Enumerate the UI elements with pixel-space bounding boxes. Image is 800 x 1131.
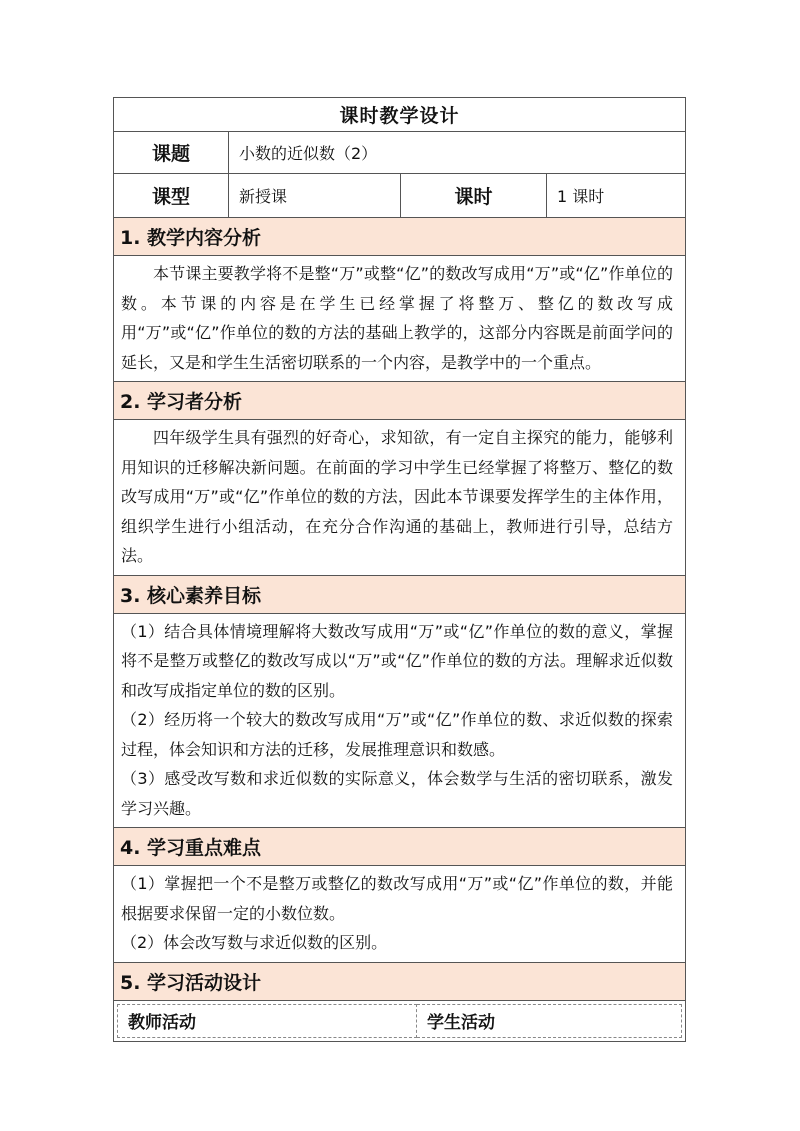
section-heading-core-goals: 3. 核心素养目标: [114, 576, 685, 614]
paragraph: （2）经历将一个较大的数改写成用“万”或“亿”作单位的数、求近似数的探索过程，体会知识和方法的迁移，发展推理意识和数感。: [121, 710, 673, 759]
section-body-core-goals: [114, 614, 685, 829]
document-title: 课时教学设计: [114, 98, 685, 132]
paragraph: 四年级学生具有强烈的好奇心，求知欲，有一定自主探究的能力，能够利用知识的迁移解决新问题。在前面的学习中学生已经掌握了将整万、整亿的数改写成用“万”或“亿”作单位的数的方法，因此本节课要发挥学生的主体作用，组织学生进行小组活动，在充分合作沟通的基础上，教师进行引导，总结方法。: [121, 428, 673, 565]
section-heading-content-analysis: 1. 教学内容分析: [114, 218, 685, 256]
paragraph: （3）感受改写数和求近似数的实际意义，体会数学与生活的密切联系，激发学习兴趣。: [121, 769, 673, 818]
paragraph: （1）掌握把一个不是整万或整亿的数改写成用“万”或“亿”作单位的数，并能根据要求保留一定的小数位数。: [121, 874, 673, 923]
period-value: 1 课时: [557, 187, 605, 206]
section-heading-activity-design: 5. 学习活动设计: [114, 963, 685, 1001]
paragraph: 本节课主要教学将不是整“万”或整“亿”的数改写成用“万”或“亿”作单位的数。本节课的内容是在学生已经掌握了将整万、整亿的数改写成用“万”或“亿”作单位的数的方法的基础上教学的，这部分内容既是前面学问的延长，又是和学生生活密切联系的一个内容，是教学中的一个重点。: [121, 264, 673, 372]
activity-header-row: [114, 1001, 685, 1041]
topic-value: 小数的近似数（2）: [239, 144, 378, 163]
lesson-plan-table: [113, 97, 686, 1042]
section-heading-key-points: 4. 学习重点难点: [114, 828, 685, 866]
type-value: 新授课: [229, 174, 401, 217]
section-body-learner-analysis: [114, 420, 685, 576]
teacher-activity-header: 教师活动: [117, 1004, 417, 1038]
topic-label: 课题: [114, 132, 229, 173]
type-row: [114, 174, 685, 218]
section-body-key-points: [114, 866, 685, 963]
period-label: 课时: [401, 174, 547, 217]
student-activity-header: 学生活动: [417, 1004, 682, 1038]
type-label: 课型: [114, 174, 229, 217]
section-heading-learner-analysis: 2. 学习者分析: [114, 382, 685, 420]
paragraph: （2）体会改写数与求近似数的区别。: [121, 933, 388, 952]
section-body-content-analysis: [114, 256, 685, 382]
topic-row: [114, 132, 685, 174]
paragraph: （1）结合具体情境理解将大数改写成用“万”或“亿”作单位的数的意义，掌握将不是整万或整亿的数改写成以“万”或“亿”作单位的数的方法。理解求近似数和改写成指定单位的数的区别。: [121, 621, 673, 700]
